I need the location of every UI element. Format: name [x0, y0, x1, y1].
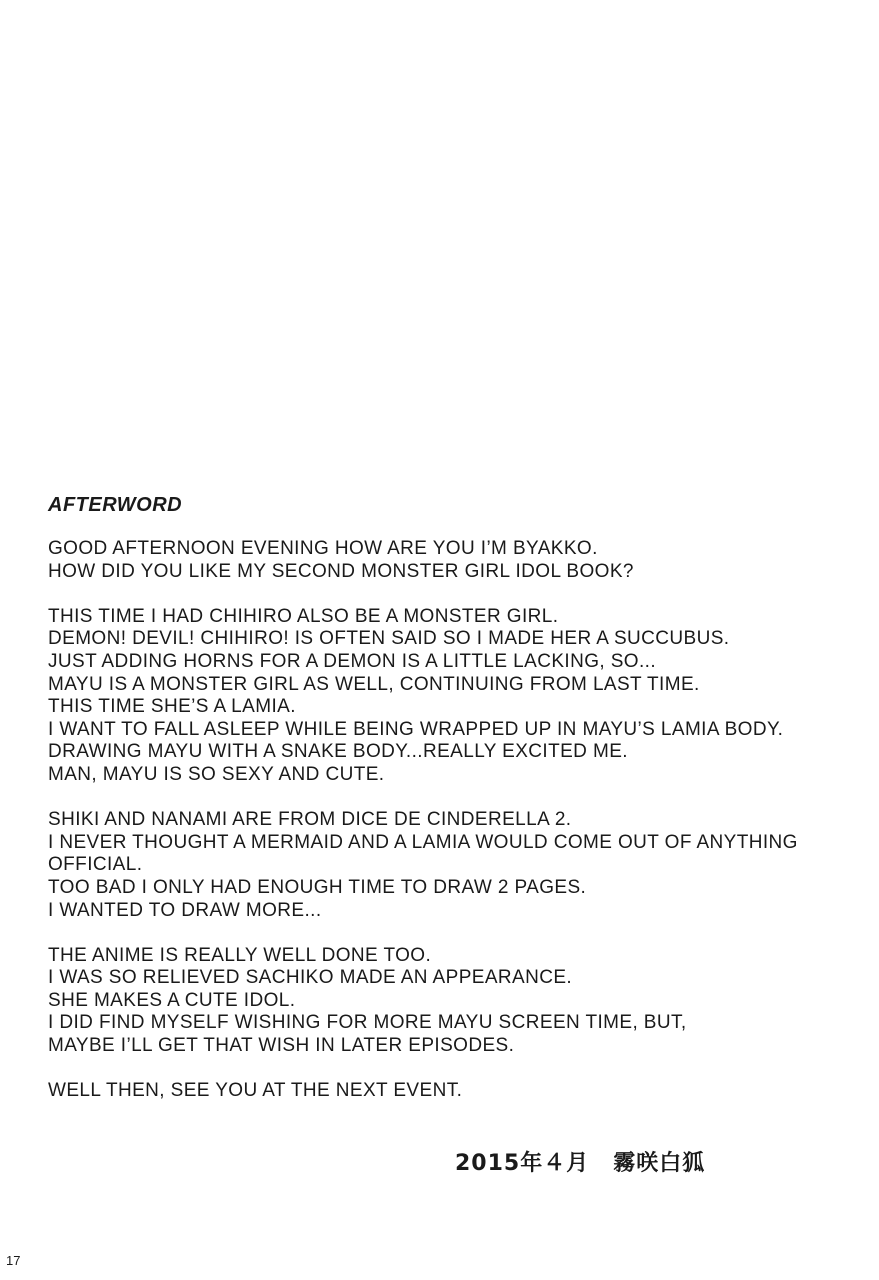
afterword-line: SHIKI AND NANAMI ARE FROM DICE DE CINDERELLA 2.	[48, 809, 572, 831]
afterword-line: DEMON! DEVIL! CHIHIRO! IS OFTEN SAID SO I MADE HER A SUCCUBUS.	[48, 628, 730, 650]
afterword-line: I WAS SO RELIEVED SACHIKO MADE AN APPEARANCE.	[48, 967, 573, 989]
signature-author: 霧咲白狐	[613, 1151, 706, 1176]
afterword-paragraph	[48, 1080, 858, 1103]
afterword-paragraph	[48, 809, 858, 922]
afterword-line: I DID FIND MYSELF WISHING FOR MORE MAYU SCREEN TIME, BUT,	[48, 1012, 687, 1034]
afterword-heading: AFTERWORD	[48, 494, 183, 516]
afterword-paragraph	[48, 538, 858, 583]
afterword-line: THIS TIME I HAD CHIHIRO ALSO BE A MONSTER GIRL.	[48, 605, 559, 627]
afterword-line: MAN, MAYU IS SO SEXY AND CUTE.	[48, 763, 385, 785]
afterword-line: TOO BAD I ONLY HAD ENOUGH TIME TO DRAW 2 PAGES.	[48, 876, 587, 898]
afterword-line: I NEVER THOUGHT A MERMAID AND A LAMIA WOULD COME OUT OF ANYTHING	[48, 831, 798, 853]
afterword-line: OFFICIAL.	[48, 854, 143, 876]
afterword-line: JUST ADDING HORNS FOR A DEMON IS A LITTLE LACKING, SO...	[48, 650, 657, 672]
afterword-line: MAYBE I’LL GET THAT WISH IN LATER EPISODES.	[48, 1035, 515, 1057]
afterword-line: SHE MAKES A CUTE IDOL.	[48, 989, 296, 1011]
afterword-line: GOOD AFTERNOON EVENING HOW ARE YOU I’M BYAKKO.	[48, 538, 598, 559]
afterword-line: THIS TIME SHE’S A LAMIA.	[48, 696, 296, 718]
afterword-line: THE ANIME IS REALLY WELL DONE TOO.	[48, 944, 432, 966]
signature-block	[455, 1146, 705, 1177]
afterword-line: DRAWING MAYU WITH A SNAKE BODY...REALLY EXCITED ME.	[48, 741, 628, 763]
afterword-line: MAYU IS A MONSTER GIRL AS WELL, CONTINUING FROM LAST TIME.	[48, 673, 700, 695]
afterword-line: WELL THEN, SEE YOU AT THE NEXT EVENT.	[48, 1080, 463, 1102]
afterword-line: I WANTED TO DRAW MORE...	[48, 899, 322, 921]
page-number: 17	[6, 1253, 21, 1268]
signature-date: 2015年４月	[455, 1151, 590, 1176]
afterword-paragraph	[48, 945, 858, 1058]
afterword-line: HOW DID YOU LIKE MY SECOND MONSTER GIRL IDOL BOOK?	[48, 560, 634, 582]
afterword-line: I WANT TO FALL ASLEEP WHILE BEING WRAPPED UP IN MAYU’S LAMIA BODY.	[48, 718, 784, 740]
afterword-body	[48, 538, 858, 1125]
afterword-paragraph	[48, 606, 858, 787]
